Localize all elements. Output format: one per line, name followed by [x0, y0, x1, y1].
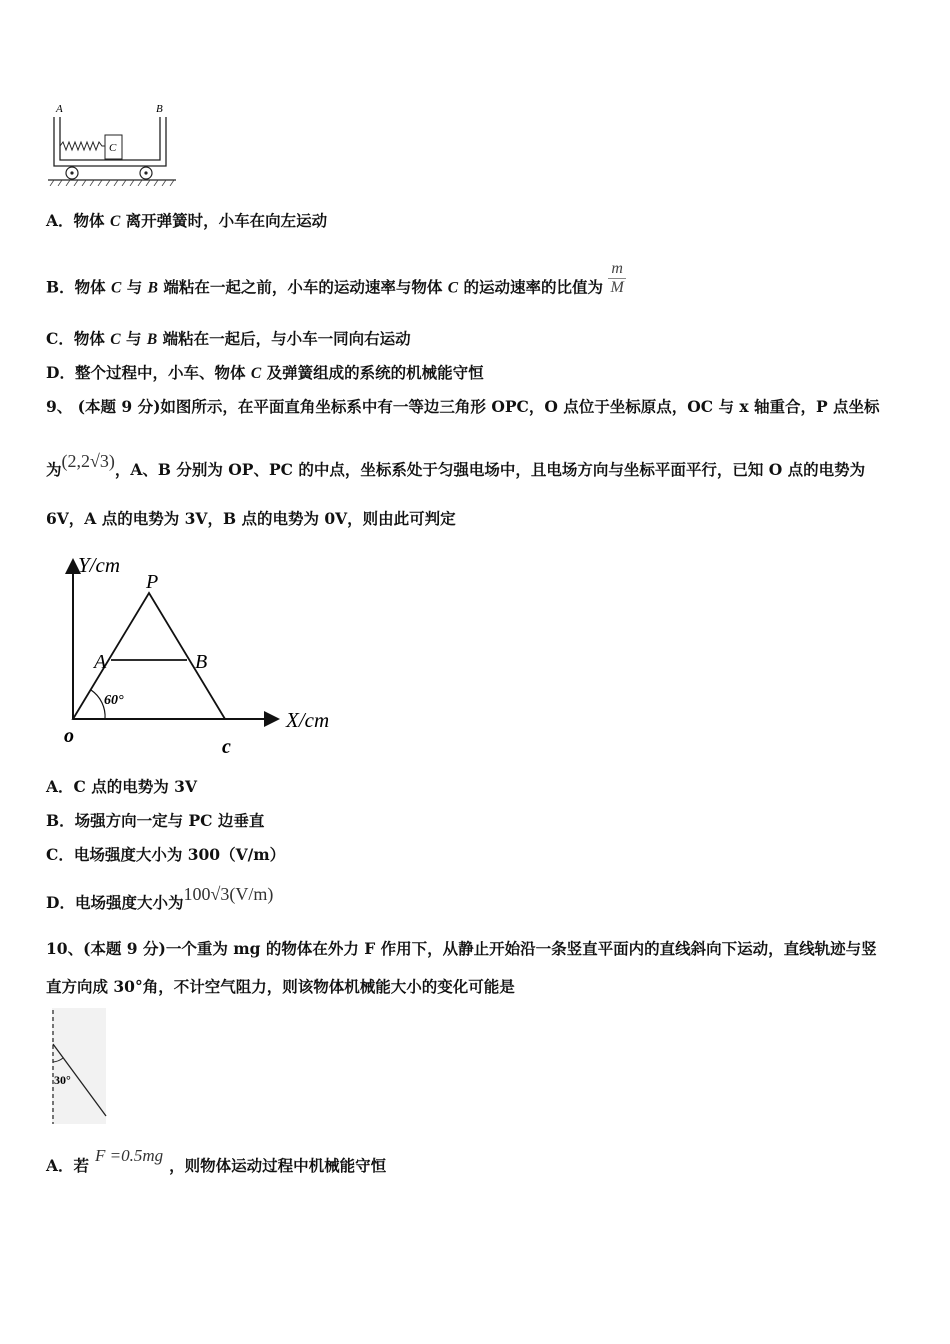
x-axis-label: X/cm — [286, 708, 330, 732]
q9-option-b: B．场强方向一定与 PC 边垂直 — [46, 811, 265, 830]
q9-stem-line1: 9、 (本题 9 分)如图所示，在平面直角坐标系中有一等边三角形 OPC，O 点位于坐标原点，OC 与 x 轴重合，P 点坐标 — [46, 397, 880, 416]
ratio-fraction: $\frac{m}{M}$ — [610, 260, 624, 296]
point-a-label: A — [94, 651, 107, 673]
var-c: C — [109, 213, 121, 230]
p-coordinate: (2,2√3) — [61, 451, 115, 471]
point-p-label: P — [146, 571, 159, 593]
field-strength-expression: 100√3(V/m) — [183, 884, 274, 904]
spring — [60, 142, 105, 150]
cart-spring-figure — [44, 100, 184, 186]
triangle-opc-figure — [58, 548, 358, 760]
q10-option-a: A．若F =0.5mg，则物体运动过程中机械能守恒 — [46, 1146, 387, 1175]
wheel-left-hub — [70, 171, 73, 174]
point-b-label: B — [195, 651, 208, 673]
q8-option-a: A．物体 C 离开弹簧时，小车在向左运动 — [46, 211, 328, 230]
cart-label-a: A — [56, 103, 63, 115]
q10-stem-line1: 10、(本题 9 分)一个重为 mg 的物体在外力 F 作用下，从静止开始沿一条竖直平面内的直线斜向下运动，直线轨迹与竖 — [46, 939, 877, 958]
ground-hatching — [50, 180, 174, 186]
angle-label-30: 30° — [54, 1073, 71, 1087]
q9-option-a: A．C 点的电势为 3V — [46, 777, 197, 796]
cart-label-b: B — [156, 103, 163, 115]
q10-stem-line2: 直方向成 30°角，不计空气阻力，则该物体机械能大小的变化可能是 — [46, 977, 515, 996]
block-c-label: C — [109, 142, 117, 154]
angle-arc — [91, 690, 105, 719]
angle-label: 60° — [104, 693, 124, 708]
q8-option-d: D．整个过程中，小车、物体 C 及弹簧组成的系统的机械能守恒 — [46, 363, 484, 382]
q9-option-c: C．电场强度大小为 300（V/m） — [46, 845, 286, 864]
wheel-right-hub — [144, 171, 147, 174]
q9-option-d: D．电场强度大小为100√3(V/m) — [46, 884, 274, 912]
q9-stem-line3: 6V，A 点的电势为 3V，B 点的电势为 0V，则由此可判定 — [46, 509, 456, 528]
q9-stem-line2: 为(2,2√3)，A、B 分别为 OP、PC 的中点，坐标系处于匀强电场中，且电场方向与坐标平面平行，已知 O 点的电势为 — [46, 451, 866, 479]
q8-option-b: B．物体 C 与 B 端粘在一起之前，小车的运动速率与物体 C 的运动速率的比值为 $\frac{m}{M}$ — [46, 260, 624, 297]
figure-background — [52, 1008, 106, 1124]
incline-30-figure — [44, 1008, 110, 1126]
force-condition: F =0.5mg — [95, 1146, 164, 1165]
q8-option-c: C．物体 C 与 B 端粘在一起后，与小车一同向右运动 — [46, 329, 411, 348]
origin-label: o — [64, 725, 74, 747]
point-c-label: c — [222, 736, 231, 758]
y-axis-label: Y/cm — [78, 553, 120, 577]
